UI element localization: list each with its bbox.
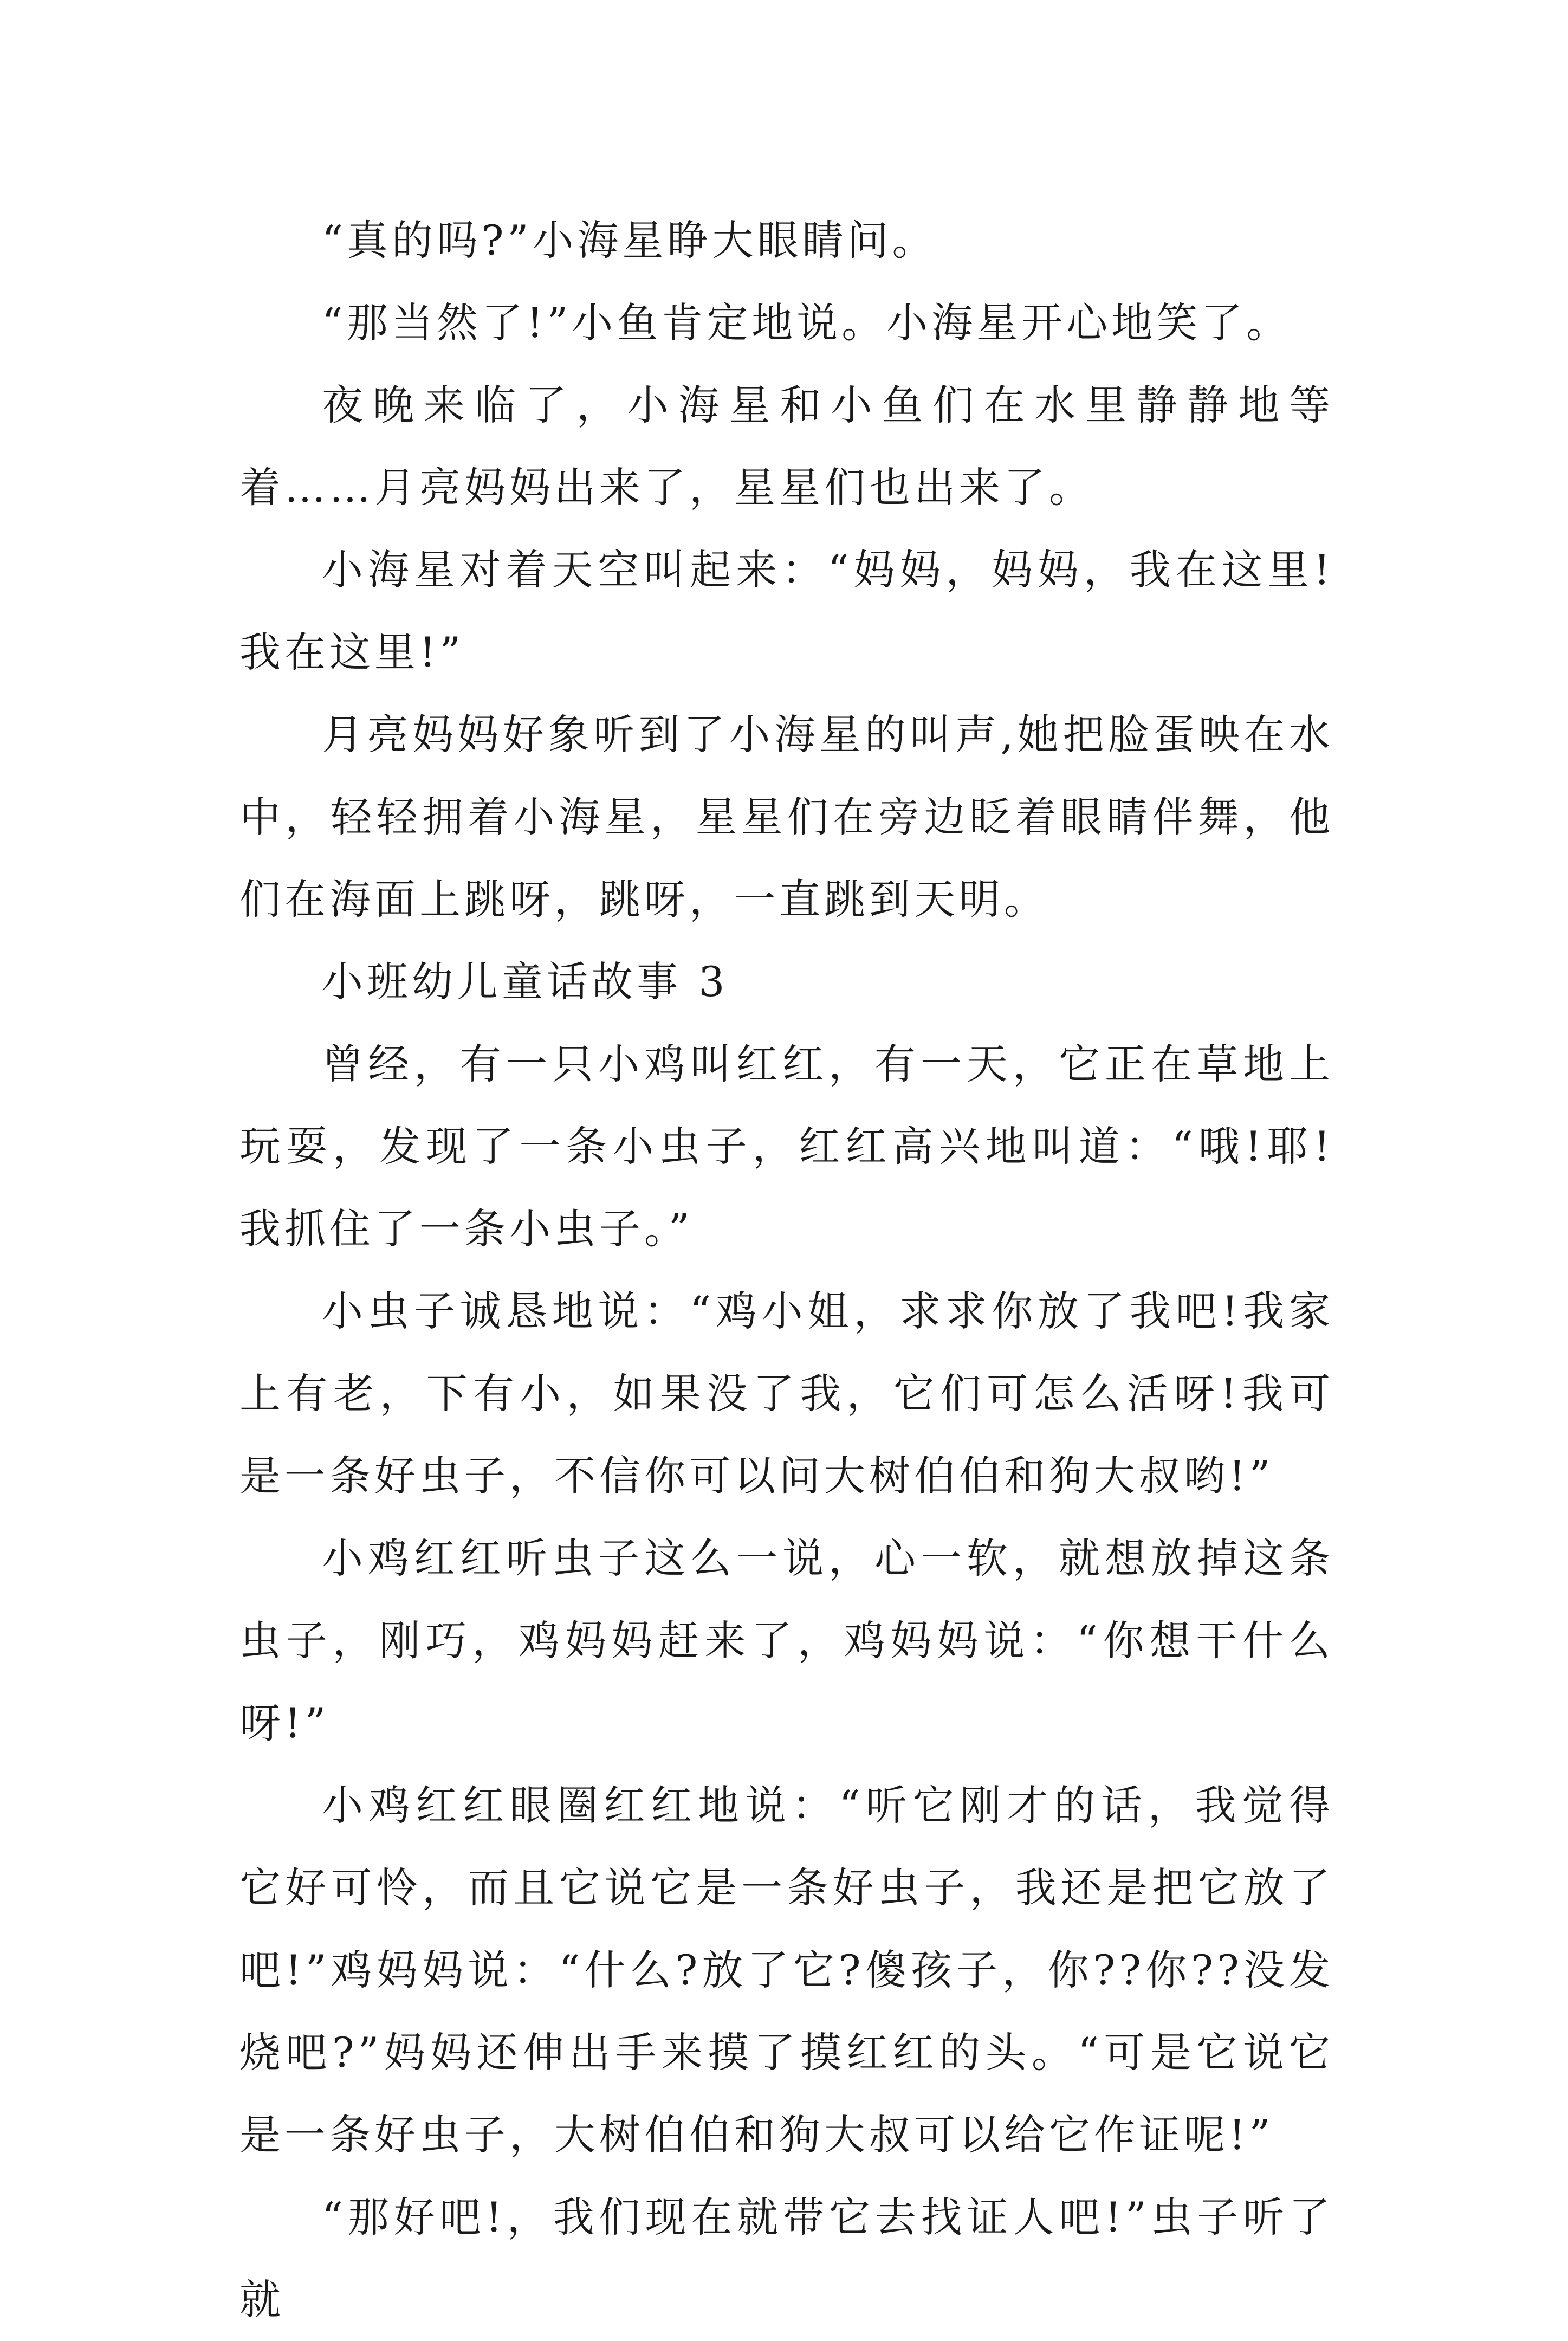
paragraph-3: 夜晚来临了，小海星和小鱼们在水里静静地等着……月亮妈妈出来了，星星们也出来了。 xyxy=(239,381,1334,512)
story-text xyxy=(239,199,1334,2341)
paragraph-2: “那当然了!”小鱼肯定地说。小海星开心地笑了。 xyxy=(322,299,1292,347)
paragraph-7: 曾经，有一只小鸡叫红红，有一天，它正在草地上玩耍，发现了一条小虫子，红红高兴地叫道：“哦!耶!我抓住了一条小虫子。” xyxy=(239,1040,1334,1253)
paragraph-1: “真的吗?”小海星睁大眼睛问。 xyxy=(322,216,937,264)
paragraph-5: 月亮妈妈好象听到了小海星的叫声,她把脸蛋映在水中，轻轻拥着小海星，星星们在旁边眨着眼睛伴舞，他们在海面上跳呀，跳呀，一直跳到天明。 xyxy=(239,710,1334,923)
paragraph-11: “那好吧!，我们现在就带它去找证人吧!”虫子听了就 xyxy=(239,2193,1334,2324)
paragraph-9: 小鸡红红听虫子这么一说，心一软，就想放掉这条虫子，刚巧，鸡妈妈赶来了，鸡妈妈说：“你想干什么呀!” xyxy=(239,1534,1334,1747)
paragraph-10: 小鸡红红眼圈红红地说：“听它刚才的话，我觉得它好可怜，而且它说它是一条好虫子，我还是把它放了吧!”鸡妈妈说：“什么?放了它?傻孩子，你??你??没发烧吧?”妈妈还伸出手来摸了摸红红的头。“可是它说它是一条好虫子，大树伯伯和狗大叔可以给它作证呢!” xyxy=(239,1781,1334,2159)
paragraph-4: 小海星对着天空叫起来：“妈妈，妈妈，我在这里!我在这里!” xyxy=(239,546,1334,676)
paragraph-8: 小虫子诚恳地说：“鸡小姐，求求你放了我吧!我家上有老，下有小，如果没了我，它们可怎么活呀!我可是一条好虫子，不信你可以问大树伯伯和狗大叔哟!” xyxy=(239,1287,1334,1500)
story-heading: 小班幼儿童话故事 3 xyxy=(322,958,729,1006)
